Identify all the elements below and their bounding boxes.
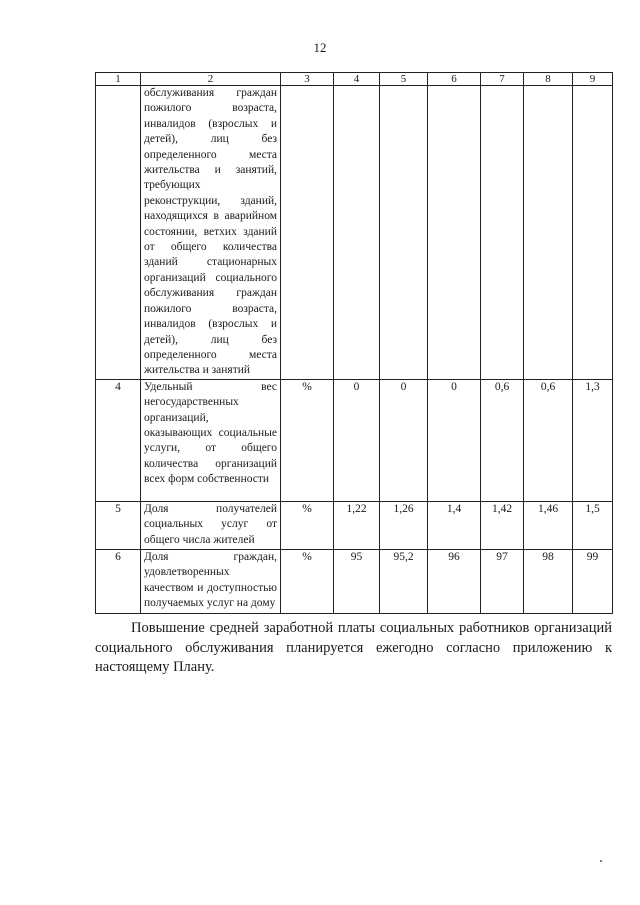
- indicators-table: [95, 72, 613, 614]
- header-cell: 6: [428, 73, 481, 86]
- table-row: [96, 549, 613, 613]
- body-paragraph: [95, 619, 612, 678]
- header-cell: 7: [481, 73, 524, 86]
- value-cell: 96: [428, 549, 481, 613]
- header-cell: 8: [524, 73, 573, 86]
- value-cell: 1,5: [573, 501, 613, 549]
- value-cell: 0: [334, 379, 380, 501]
- value-cell: 1,3: [573, 379, 613, 501]
- value-cell: [334, 86, 380, 380]
- table-row: [96, 501, 613, 549]
- value-cell: 0: [380, 379, 428, 501]
- value-cell: 98: [524, 549, 573, 613]
- value-cell: 97: [481, 549, 524, 613]
- value-cell: 95,2: [380, 549, 428, 613]
- header-cell: 5: [380, 73, 428, 86]
- value-cell: 1,42: [481, 501, 524, 549]
- header-cell: 2: [141, 73, 281, 86]
- value-cell: 0: [428, 379, 481, 501]
- value-cell: 0,6: [524, 379, 573, 501]
- indicator-name-cell: обслуживания граждан пожилого возраста, инвалидов (взрослых и детей), лиц без определенного места жительства и занятий, требующих реконструкции, зданий, находящихся в аварийном состоянии, ветхих зданий от общего количества зданий стационарных организаций социального обслуживания граждан пожилого возраста, инвалидов (взрослых и детей), лиц без определенного места жительства и занятий: [141, 86, 281, 380]
- value-cell: [573, 86, 613, 380]
- value-cell: 0,6: [481, 379, 524, 501]
- unit-cell: [281, 86, 334, 380]
- row-number-cell: 6: [96, 549, 141, 613]
- value-cell: 99: [573, 549, 613, 613]
- row-number-cell: [96, 86, 141, 380]
- unit-cell: %: [281, 549, 334, 613]
- value-cell: [428, 86, 481, 380]
- header-cell: 3: [281, 73, 334, 86]
- header-cell: 9: [573, 73, 613, 86]
- unit-cell: %: [281, 379, 334, 501]
- header-cell: 1: [96, 73, 141, 86]
- value-cell: 1,4: [428, 501, 481, 549]
- paragraph-text: Повышение средней заработной платы социальных работников организаций социального обслуживания планируется ежегодно согласно приложению к настоящему Плану.: [95, 620, 612, 675]
- row-number-cell: 5: [96, 501, 141, 549]
- indicator-name-cell: Доля граждан, удовлетворенных качеством и доступностью получаемых услуг на дому: [141, 549, 281, 613]
- value-cell: [380, 86, 428, 380]
- indicator-name-cell: Удельный вес негосударственных организаций, оказывающих социальные услуги, от общего количества организаций всех форм собственности: [141, 379, 281, 501]
- table-header-row: [96, 73, 613, 86]
- value-cell: 1,46: [524, 501, 573, 549]
- unit-cell: %: [281, 501, 334, 549]
- value-cell: 1,22: [334, 501, 380, 549]
- value-cell: [481, 86, 524, 380]
- value-cell: 95: [334, 549, 380, 613]
- page-number: 12: [313, 40, 327, 55]
- value-cell: [524, 86, 573, 380]
- value-cell: 1,26: [380, 501, 428, 549]
- header-cell: 4: [334, 73, 380, 86]
- table-row: [96, 379, 613, 501]
- indicator-name-cell: Доля получателей социальных услуг от общего числа жителей: [141, 501, 281, 549]
- row-number-cell: 4: [96, 379, 141, 501]
- scan-speck: [600, 860, 602, 862]
- table-row: [96, 86, 613, 380]
